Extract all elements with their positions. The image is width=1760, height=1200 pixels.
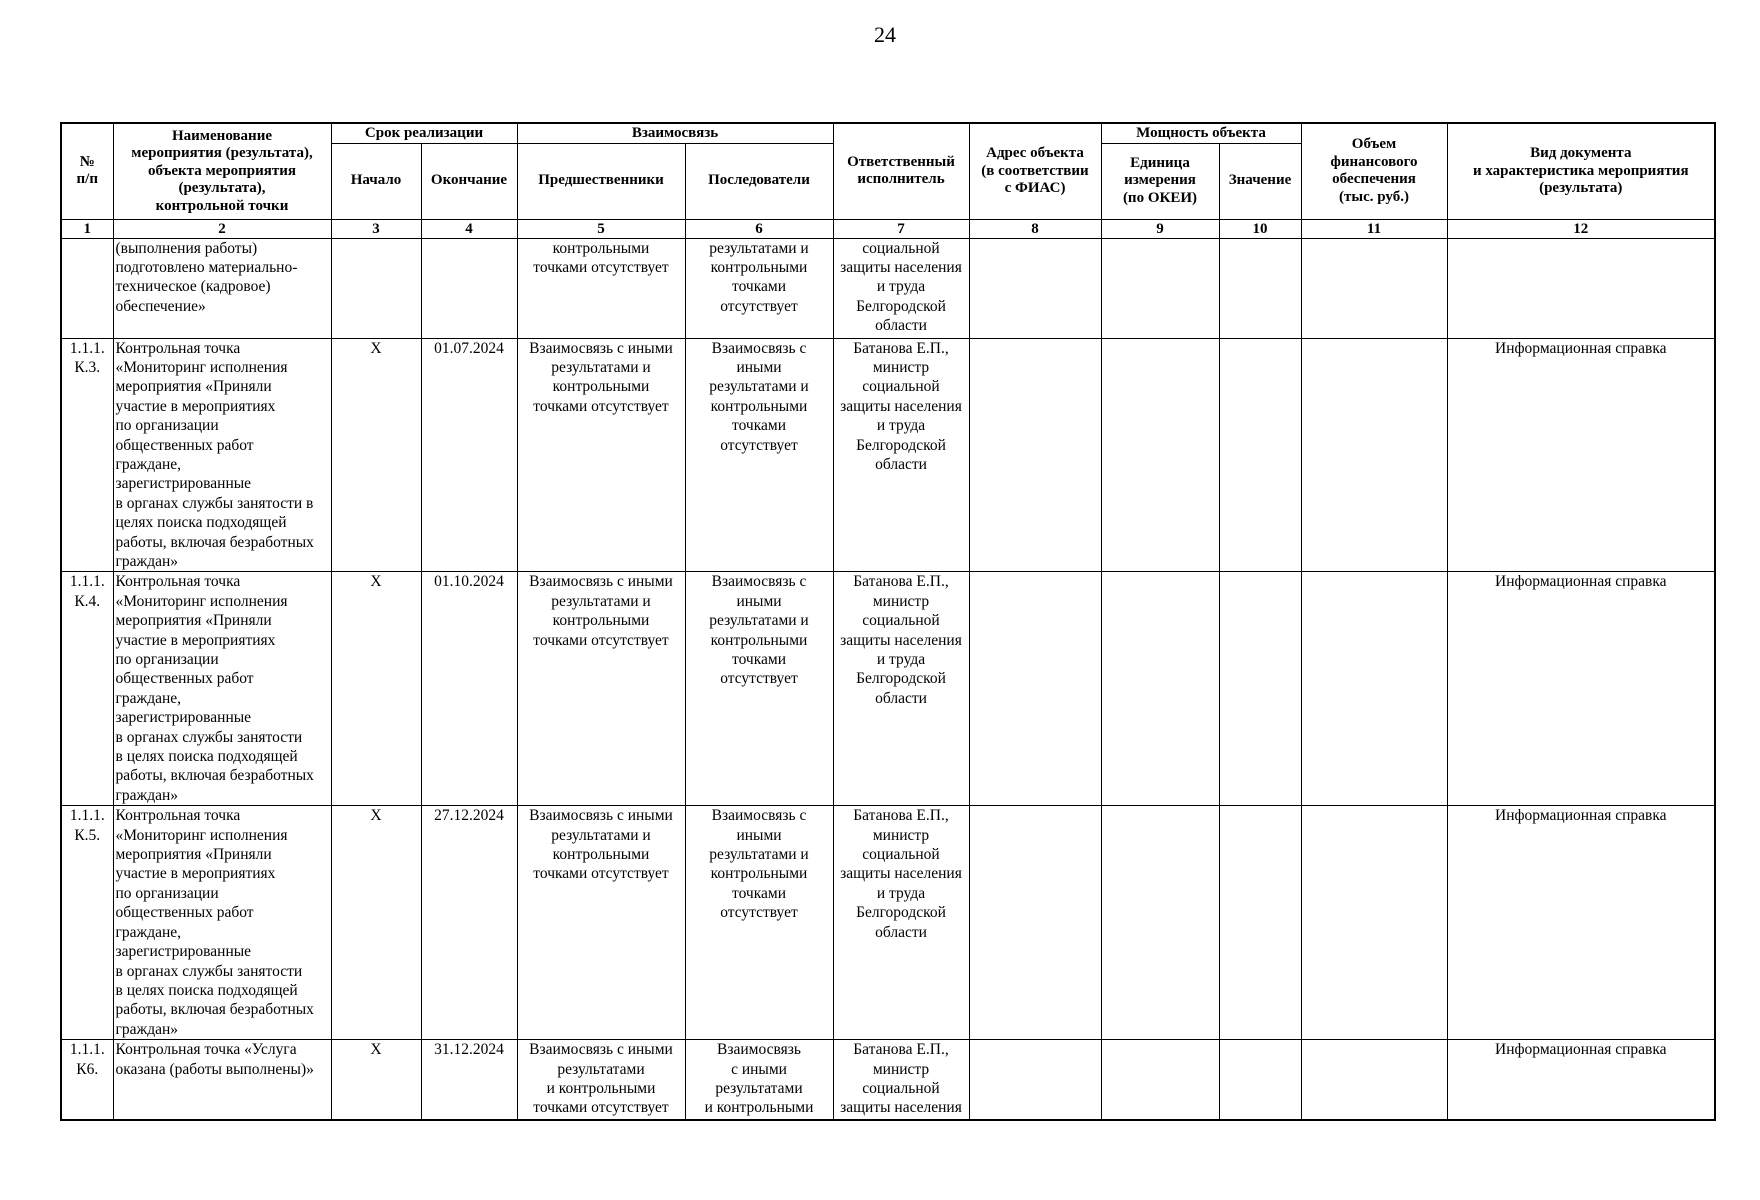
row-value [1219,572,1301,806]
header-value: Значение [1219,143,1301,219]
header-finance: Объем финансового обеспечения (тыс. руб.) [1301,123,1447,219]
row-unit [1101,806,1219,1040]
row-predecessors: Взаимосвязь с иными результатами и контрольными точками отсутствует [517,338,685,572]
row-responsible: Батанова Е.П., министр социальной защиты населения [833,1040,969,1120]
row-end [421,238,517,338]
column-number: 9 [1101,219,1219,238]
row-num [61,238,113,338]
row-successors: Взаимосвязь с иными результатами и контрольными точками отсутствует [685,338,833,572]
table-row [61,1040,1715,1120]
row-num: 1.1.1. К6. [61,1040,113,1120]
header-term-group: Срок реализации [331,123,517,143]
column-number: 7 [833,219,969,238]
row-value [1219,806,1301,1040]
row-unit [1101,1040,1219,1120]
header-predecessors: Предшественники [517,143,685,219]
row-document: Информационная справка [1447,806,1715,1040]
row-start: X [331,1040,421,1120]
row-responsible: Батанова Е.П., министр социальной защиты населения и труда Белгородской области [833,572,969,806]
row-num: 1.1.1. К.3. [61,338,113,572]
column-number: 5 [517,219,685,238]
row-value [1219,1040,1301,1120]
row-name: Контрольная точка «Мониторинг исполнения мероприятия «Приняли участие в мероприятиях по организации общественных работ граждане, зарегистрированные в органах службы занятости в целях поиска подходящей работы, включая безработных граждан» [113,572,331,806]
header-document: Вид документа и характеристика мероприятия (результата) [1447,123,1715,219]
row-address [969,572,1101,806]
header-name: Наименование мероприятия (результата), объекта мероприятия (результата), контрольной точки [113,123,331,219]
header-num: № п/п [61,123,113,219]
column-number: 10 [1219,219,1301,238]
table-row [61,806,1715,1040]
row-finance [1301,572,1447,806]
table-row [61,572,1715,806]
row-document: Информационная справка [1447,572,1715,806]
row-successors: Взаимосвязь с иными результатами и контрольными точками отсутствует [685,572,833,806]
column-number: 3 [331,219,421,238]
row-finance [1301,1040,1447,1120]
row-responsible: Батанова Е.П., министр социальной защиты населения и труда Белгородской области [833,338,969,572]
column-number: 4 [421,219,517,238]
row-end: 27.12.2024 [421,806,517,1040]
header-responsible: Ответственный исполнитель [833,123,969,219]
row-num: 1.1.1. К.4. [61,572,113,806]
row-start [331,238,421,338]
row-address [969,338,1101,572]
row-predecessors: Взаимосвязь с иными результатами и контрольными точками отсутствует [517,806,685,1040]
row-value [1219,338,1301,572]
row-responsible: социальной защиты населения и труда Белгородской области [833,238,969,338]
column-number: 8 [969,219,1101,238]
column-number: 12 [1447,219,1715,238]
row-name: Контрольная точка «Мониторинг исполнения мероприятия «Приняли участие в мероприятиях по организации общественных работ граждане, зарегистрированные в органах службы занятости в целях поиска подходящей работы, включая безработных граждан» [113,338,331,572]
row-responsible: Батанова Е.П., министр социальной защиты населения и труда Белгородской области [833,806,969,1040]
page-number: 24 [874,22,896,47]
row-name: Контрольная точка «Мониторинг исполнения мероприятия «Приняли участие в мероприятиях по организации общественных работ граждане, зарегистрированные в органах службы занятости в целях поиска подходящей работы, включая безработных граждан» [113,806,331,1040]
row-document [1447,238,1715,338]
row-end: 01.10.2024 [421,572,517,806]
header-end: Окончание [421,143,517,219]
header-successors: Последователи [685,143,833,219]
row-finance [1301,338,1447,572]
row-address [969,238,1101,338]
row-unit [1101,238,1219,338]
column-number: 2 [113,219,331,238]
header-capacity-group: Мощность объекта [1101,123,1301,143]
column-number: 1 [61,219,113,238]
row-start: X [331,806,421,1040]
row-end: 01.07.2024 [421,338,517,572]
column-numbers-row [61,219,1715,238]
row-address [969,806,1101,1040]
row-document: Информационная справка [1447,1040,1715,1120]
row-finance [1301,238,1447,338]
row-unit [1101,338,1219,572]
row-predecessors: контрольными точками отсутствует [517,238,685,338]
row-start: X [331,338,421,572]
row-predecessors: Взаимосвязь с иными результатами и контрольными точками отсутствует [517,1040,685,1120]
header-link-group: Взаимосвязь [517,123,833,143]
table-row [61,238,1715,338]
row-end: 31.12.2024 [421,1040,517,1120]
row-unit [1101,572,1219,806]
plan-table [60,122,1716,1121]
row-predecessors: Взаимосвязь с иными результатами и контрольными точками отсутствует [517,572,685,806]
row-successors: результатами и контрольными точками отсутствует [685,238,833,338]
row-address [969,1040,1101,1120]
column-number: 6 [685,219,833,238]
header-address: Адрес объекта (в соответствии с ФИАС) [969,123,1101,219]
row-name: (выполнения работы) подготовлено материально- техническое (кадровое) обеспечение» [113,238,331,338]
header-start: Начало [331,143,421,219]
table-header [61,123,1715,238]
row-successors: Взаимосвязь с иными результатами и контрольными [685,1040,833,1120]
row-start: X [331,572,421,806]
row-num: 1.1.1. К.5. [61,806,113,1040]
row-name: Контрольная точка «Услуга оказана (работы выполнены)» [113,1040,331,1120]
column-number: 11 [1301,219,1447,238]
row-successors: Взаимосвязь с иными результатами и контрольными точками отсутствует [685,806,833,1040]
table-row [61,338,1715,572]
header-unit: Единица измерения (по ОКЕИ) [1101,143,1219,219]
row-value [1219,238,1301,338]
row-document: Информационная справка [1447,338,1715,572]
row-finance [1301,806,1447,1040]
